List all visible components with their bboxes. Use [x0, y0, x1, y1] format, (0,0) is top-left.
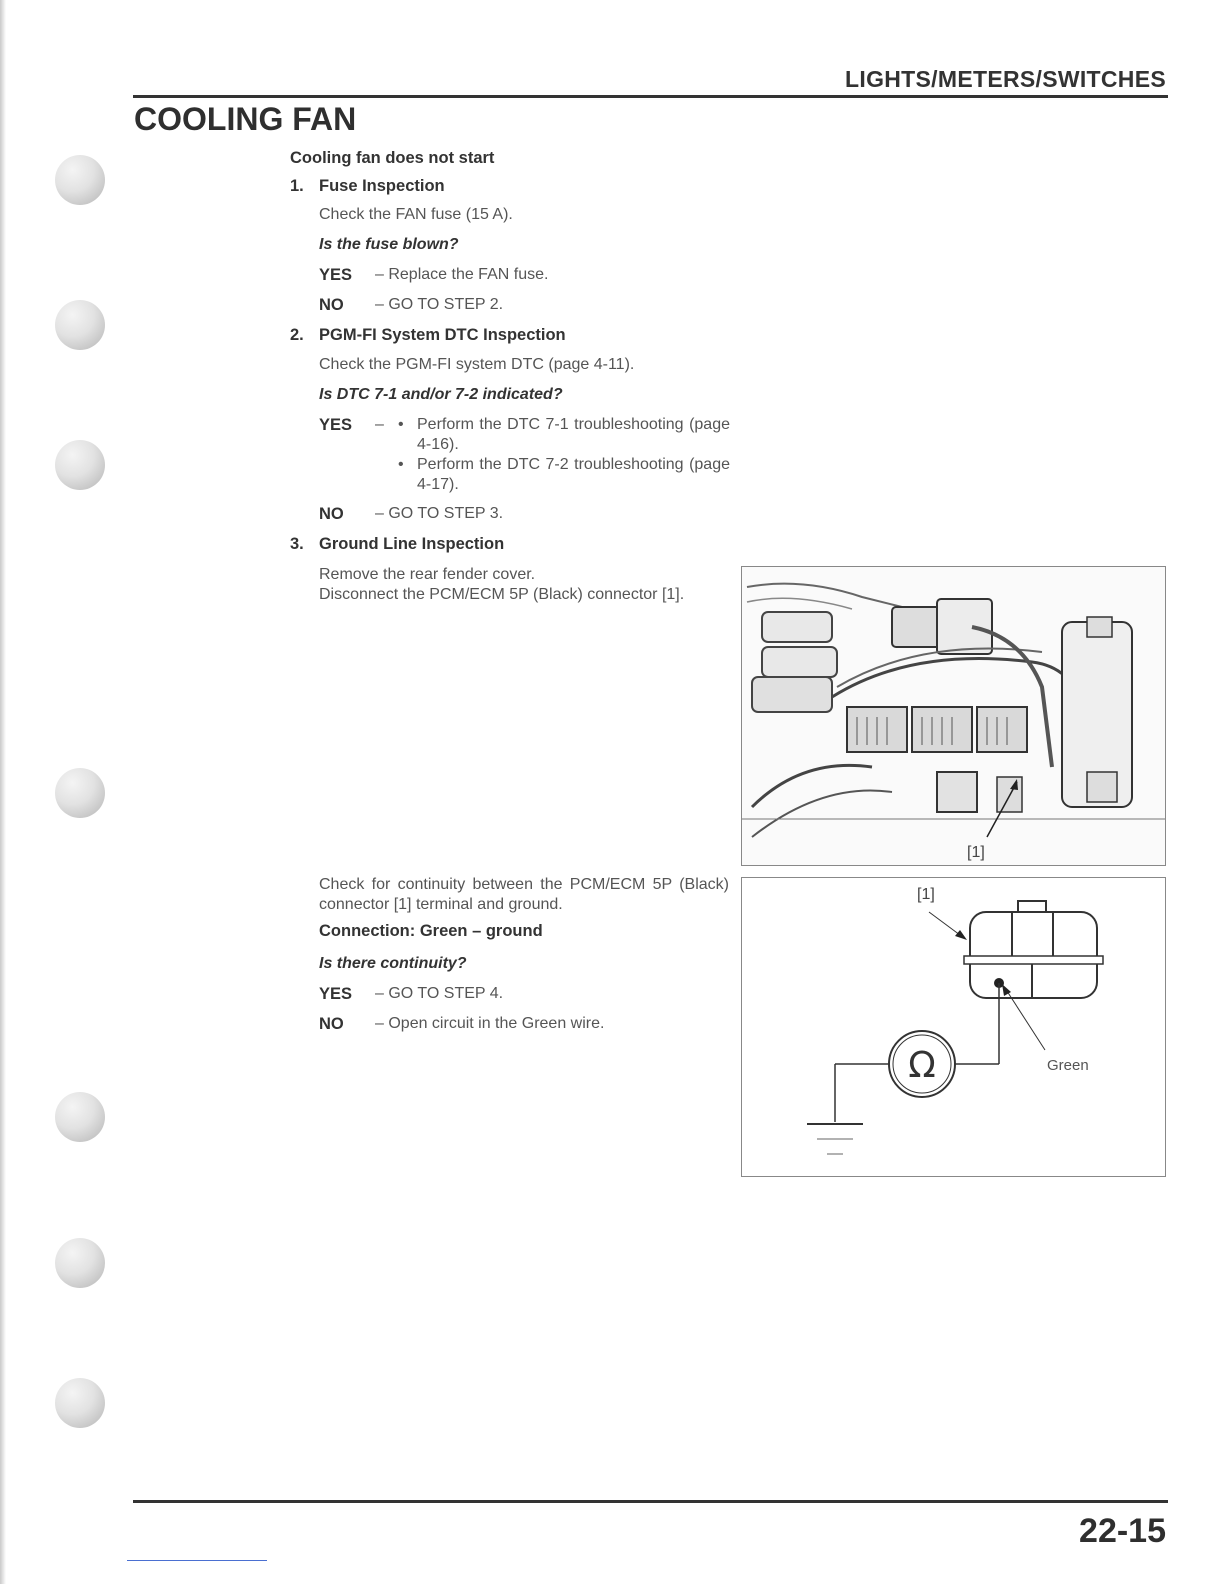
- engine-bay-illustration: [742, 567, 1165, 865]
- step-heading: Fuse Inspection: [319, 177, 445, 195]
- yes-label: YES: [319, 416, 353, 434]
- ohm-symbol: Ω: [908, 1045, 936, 1086]
- connector-location-figure: [741, 566, 1166, 866]
- yes-answer: – Replace the FAN fuse.: [375, 266, 549, 283]
- binder-hole: [55, 1378, 105, 1428]
- yes-label: YES: [319, 985, 353, 1003]
- yes-bullet: Perform the DTC 7-1 troubleshooting (page 4-16).: [417, 416, 730, 453]
- step-question: Is there continuity?: [319, 955, 467, 972]
- step-heading: PGM-FI System DTC Inspection: [319, 326, 566, 344]
- binder-hole: [55, 300, 105, 350]
- step-instruction: Check the PGM-FI system DTC (page 4-11).: [319, 356, 635, 373]
- no-label: NO: [319, 505, 344, 523]
- connector-latch: [1018, 901, 1046, 912]
- connection-spec: Connection: Green – ground: [319, 922, 543, 940]
- continuity-circuit-diagram: [742, 878, 1165, 1176]
- yes-bullet: Perform the DTC 7-2 troubleshooting (page 4-17).: [417, 456, 730, 493]
- header-rule: [133, 95, 1168, 98]
- yes-label: YES: [319, 266, 353, 284]
- binder-hole: [55, 1092, 105, 1142]
- diagram-callout-label: [1]: [917, 886, 935, 903]
- binder-hole: [55, 155, 105, 205]
- footer-rule: [133, 1500, 1168, 1503]
- no-answer: – GO TO STEP 2.: [375, 296, 504, 313]
- binder-hole: [55, 1238, 105, 1288]
- connector-body: [970, 912, 1097, 998]
- bullet-dot: •: [398, 456, 404, 473]
- no-label: NO: [319, 296, 344, 314]
- step-question: Is the fuse blown?: [319, 236, 459, 253]
- binder-hole: [55, 768, 105, 818]
- binder-hole: [55, 440, 105, 490]
- step-instruction: Remove the rear fender cover.: [319, 566, 536, 583]
- binder-edge: [0, 0, 6, 1584]
- yes-answer: – GO TO STEP 4.: [375, 985, 504, 1002]
- step-heading: Ground Line Inspection: [319, 535, 505, 553]
- yes-dash: –: [375, 416, 384, 433]
- step-instruction: Check for continuity between the PCM/ECM 5P (Black) connector [1] terminal and ground.: [319, 876, 729, 913]
- footer-link-underline: [127, 1560, 267, 1561]
- step-question: Is DTC 7-1 and/or 7-2 indicated?: [319, 386, 563, 403]
- page-number: 22-15: [1079, 1512, 1166, 1550]
- step-number: 3.: [290, 535, 304, 553]
- page-title: COOLING FAN: [134, 101, 357, 137]
- no-label: NO: [319, 1015, 344, 1033]
- step-number: 1.: [290, 177, 304, 195]
- step-instruction: Disconnect the PCM/ECM 5P (Black) connector [1].: [319, 586, 685, 603]
- no-answer: – Open circuit in the Green wire.: [375, 1015, 605, 1032]
- bullet-dot: •: [398, 416, 404, 433]
- wire-color-label: Green: [1047, 1057, 1089, 1074]
- no-answer: – GO TO STEP 3.: [375, 505, 504, 522]
- step-number: 2.: [290, 326, 304, 344]
- continuity-diagram-figure: [741, 877, 1166, 1177]
- section-header: LIGHTS/METERS/SWITCHES: [845, 66, 1166, 92]
- symptom-heading: Cooling fan does not start: [290, 149, 495, 167]
- photo-callout-label: [1]: [967, 844, 985, 861]
- step-instruction: Check the FAN fuse (15 A).: [319, 206, 513, 223]
